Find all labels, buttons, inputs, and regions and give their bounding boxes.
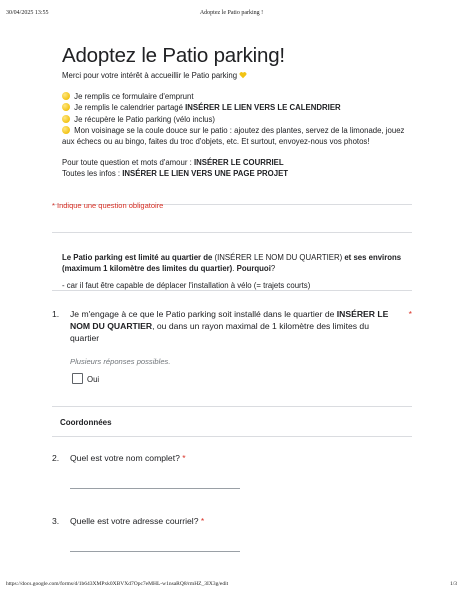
required-note: * Indique une question obligatoire bbox=[52, 201, 164, 210]
print-page-number: 1/3 bbox=[449, 581, 457, 587]
intro-text: Merci pour votre intérêt à accueillir le Patio parking bbox=[62, 71, 238, 80]
yellow-circle-icon bbox=[62, 115, 70, 123]
question-number: 3. bbox=[52, 516, 60, 526]
section-text: ? bbox=[270, 264, 276, 273]
yellow-circle-icon bbox=[62, 92, 70, 100]
project-link-placeholder: INSÉRER LE LIEN VERS UNE PAGE PROJET bbox=[122, 169, 289, 179]
contact-email-placeholder: INSÉRER LE COURRIEL bbox=[193, 158, 284, 168]
option-label: Oui bbox=[87, 375, 100, 384]
form-title: Adoptez le Patio parking! bbox=[62, 44, 285, 67]
required-star: * bbox=[200, 516, 205, 526]
question-text bbox=[70, 452, 395, 464]
question-text-part: Je m'engage à ce que le Patio parking soit installé dans le quartier de bbox=[70, 309, 337, 319]
question-number: 2. bbox=[52, 453, 60, 463]
yellow-circle-icon bbox=[62, 126, 70, 134]
question-text-part: Quel est votre nom complet? bbox=[70, 453, 180, 463]
section-text-bold: Pourquoi bbox=[236, 264, 271, 273]
yellow-circle-icon bbox=[62, 103, 70, 111]
info-label: Toutes les infos : bbox=[62, 169, 123, 179]
section-text-bold: Le Patio parking est limité au quartier de bbox=[62, 253, 213, 262]
option-oui[interactable] bbox=[72, 373, 99, 384]
section-description bbox=[62, 252, 402, 291]
question-text bbox=[70, 308, 395, 344]
divider bbox=[52, 436, 412, 437]
question-text bbox=[70, 515, 395, 527]
divider bbox=[52, 232, 412, 233]
required-star: * bbox=[408, 309, 412, 319]
question-text-part: , ou dans un rayon maximal de 1 kilomètre des limites du quartier bbox=[70, 321, 369, 343]
checkbox[interactable] bbox=[72, 373, 83, 384]
required-star: * bbox=[182, 453, 186, 463]
yellow-heart-icon bbox=[239, 71, 247, 79]
calendar-link-placeholder: INSÉRER LE LIEN VERS LE CALENDRIER bbox=[185, 103, 341, 113]
bullet-3: Je récupère le Patio parking (vélo inclus) bbox=[74, 114, 216, 124]
name-answer-field[interactable] bbox=[70, 488, 240, 489]
neighbourhood-placeholder: INSÉRER LE NOM DU QUARTIER bbox=[70, 309, 389, 331]
section-text: . bbox=[232, 264, 237, 273]
email-answer-field[interactable] bbox=[70, 551, 240, 552]
print-url: https://docs.google.com/forms/d/1b643XMPxk0XBVXd7Opc7eMHL-w1nsaRQ8/rmHZ_3IX3g/edit bbox=[6, 581, 229, 587]
question-hint: Plusieurs réponses possibles. bbox=[70, 357, 171, 366]
section-text: (INSÉRER LE NOM DU QUARTIER) bbox=[212, 253, 345, 262]
section-reason: - car il faut être capable de déplacer l'installation à vélo (= trajets courts) bbox=[62, 281, 311, 290]
divider bbox=[52, 406, 412, 407]
bullet-2: Je remplis le calendrier partagé bbox=[74, 103, 186, 113]
bullet-1: Je remplis ce formulaire d'emprunt bbox=[74, 92, 194, 102]
form-header bbox=[52, 36, 412, 180]
form-description bbox=[62, 70, 407, 180]
section-text-bold: et ses environs (maximum 1 kilomètre des limites du quartier) bbox=[62, 253, 402, 273]
section-title-coordonnees: Coordonnées bbox=[60, 418, 112, 427]
print-title: Adoptez le Patio parking ! bbox=[199, 10, 264, 16]
contact-label: Pour toute question et mots d'amour : bbox=[62, 158, 194, 168]
divider bbox=[52, 290, 412, 291]
bullet-4: Mon voisinage se la coule douce sur le patio : ajoutez des plantes, servez de la limonade, jouez aux échecs ou au bingo, faites du troc d'objets, etc. Et surtout, envoyez-nous vos photos! bbox=[62, 125, 405, 147]
question-text-part: Quelle est votre adresse courriel? bbox=[70, 516, 199, 526]
question-number: 1. bbox=[52, 309, 60, 319]
print-date: 30/04/2025 13:55 bbox=[6, 10, 49, 16]
